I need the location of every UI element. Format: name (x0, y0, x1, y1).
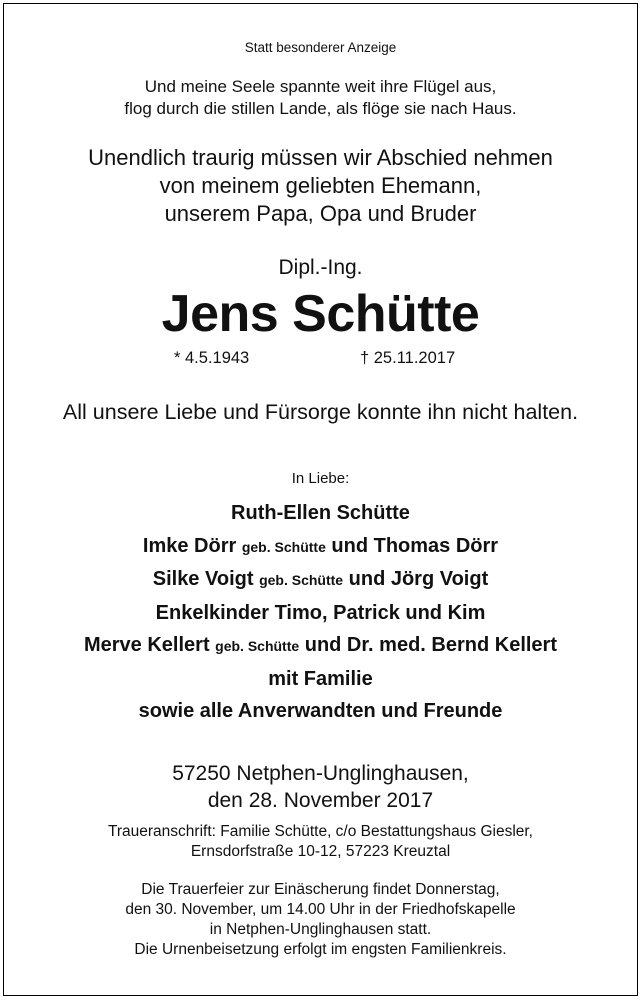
birth-date: * 4.5.1943 (174, 349, 250, 367)
maiden-name: geb. Schütte (259, 572, 344, 588)
mourner-line (4, 629, 637, 663)
ceremony-line: in Netphen-Unglinghausen statt. (209, 921, 432, 938)
mourner-line (4, 563, 637, 597)
address-line: Ernsdorfstraße 10-12, 57223 Kreuztal (190, 843, 451, 860)
ceremony-info (4, 880, 637, 960)
maiden-name: geb. Schütte (215, 638, 300, 654)
place-line: 57250 Netphen-Unglinghausen, (172, 762, 469, 785)
mourner-line: mit Familie (268, 667, 373, 690)
quote: All unsere Liebe und Fürsorge konnte ihn nicht halten. (62, 400, 579, 424)
in-liebe-label: In Liebe: (291, 470, 350, 487)
mourner-name: Imke Dörr (142, 534, 242, 557)
ceremony-line: Die Trauerfeier zur Einäscherung findet Donnerstag, (141, 881, 500, 898)
mourner-name: Silke Voigt (152, 568, 260, 590)
mourner-line: Ruth-Ellen Schütte (231, 502, 410, 524)
mourner-line (4, 530, 637, 564)
deceased-name: Jens Schütte (161, 285, 480, 343)
verse-line: flog durch die stillen Lande, als flöge sie nach Haus. (124, 99, 517, 118)
intro-line: von meinem geliebten Ehemann, (159, 173, 482, 198)
maiden-name: geb. Schütte (241, 538, 326, 555)
mourner-line: sowie alle Anverwandten und Freunde (138, 700, 503, 722)
address-line: Traueranschrift: Familie Schütte, c/o Bestattungshaus Giesler, (107, 823, 533, 840)
date-line: den 28. November 2017 (207, 789, 434, 812)
mourner-line: Enkelkinder Timo, Patrick und Kim (155, 601, 486, 624)
ceremony-line: den 30. November, um 14.00 Uhr in der Friedhofskapelle (125, 901, 516, 918)
mourner-partner: und Thomas Dörr (325, 534, 499, 557)
mourning-address (4, 822, 637, 862)
intro-line: unserem Papa, Opa und Bruder (164, 201, 477, 226)
place-date (4, 760, 637, 814)
intro-line: Unendlich traurig müssen wir Abschied nehmen (88, 145, 553, 170)
verse (4, 76, 637, 120)
obituary-notice (3, 3, 638, 996)
death-date: † 25.11.2017 (360, 349, 456, 367)
mourner-partner: und Dr. med. Bernd Kellert (299, 634, 557, 656)
verse-line: Und meine Seele spannte weit ihre Flügel aus, (144, 77, 497, 96)
notice-header: Statt besonderer Anzeige (244, 40, 397, 55)
mourner-partner: und Jörg Voigt (343, 568, 489, 590)
mourner-name: Merve Kellert (83, 634, 216, 656)
mourners-list (4, 497, 637, 728)
ceremony-line: Die Urnenbeisetzung erfolgt im engsten Familienkreis. (134, 941, 507, 958)
academic-title: Dipl.-Ing. (278, 256, 363, 279)
intro-text (4, 144, 637, 228)
